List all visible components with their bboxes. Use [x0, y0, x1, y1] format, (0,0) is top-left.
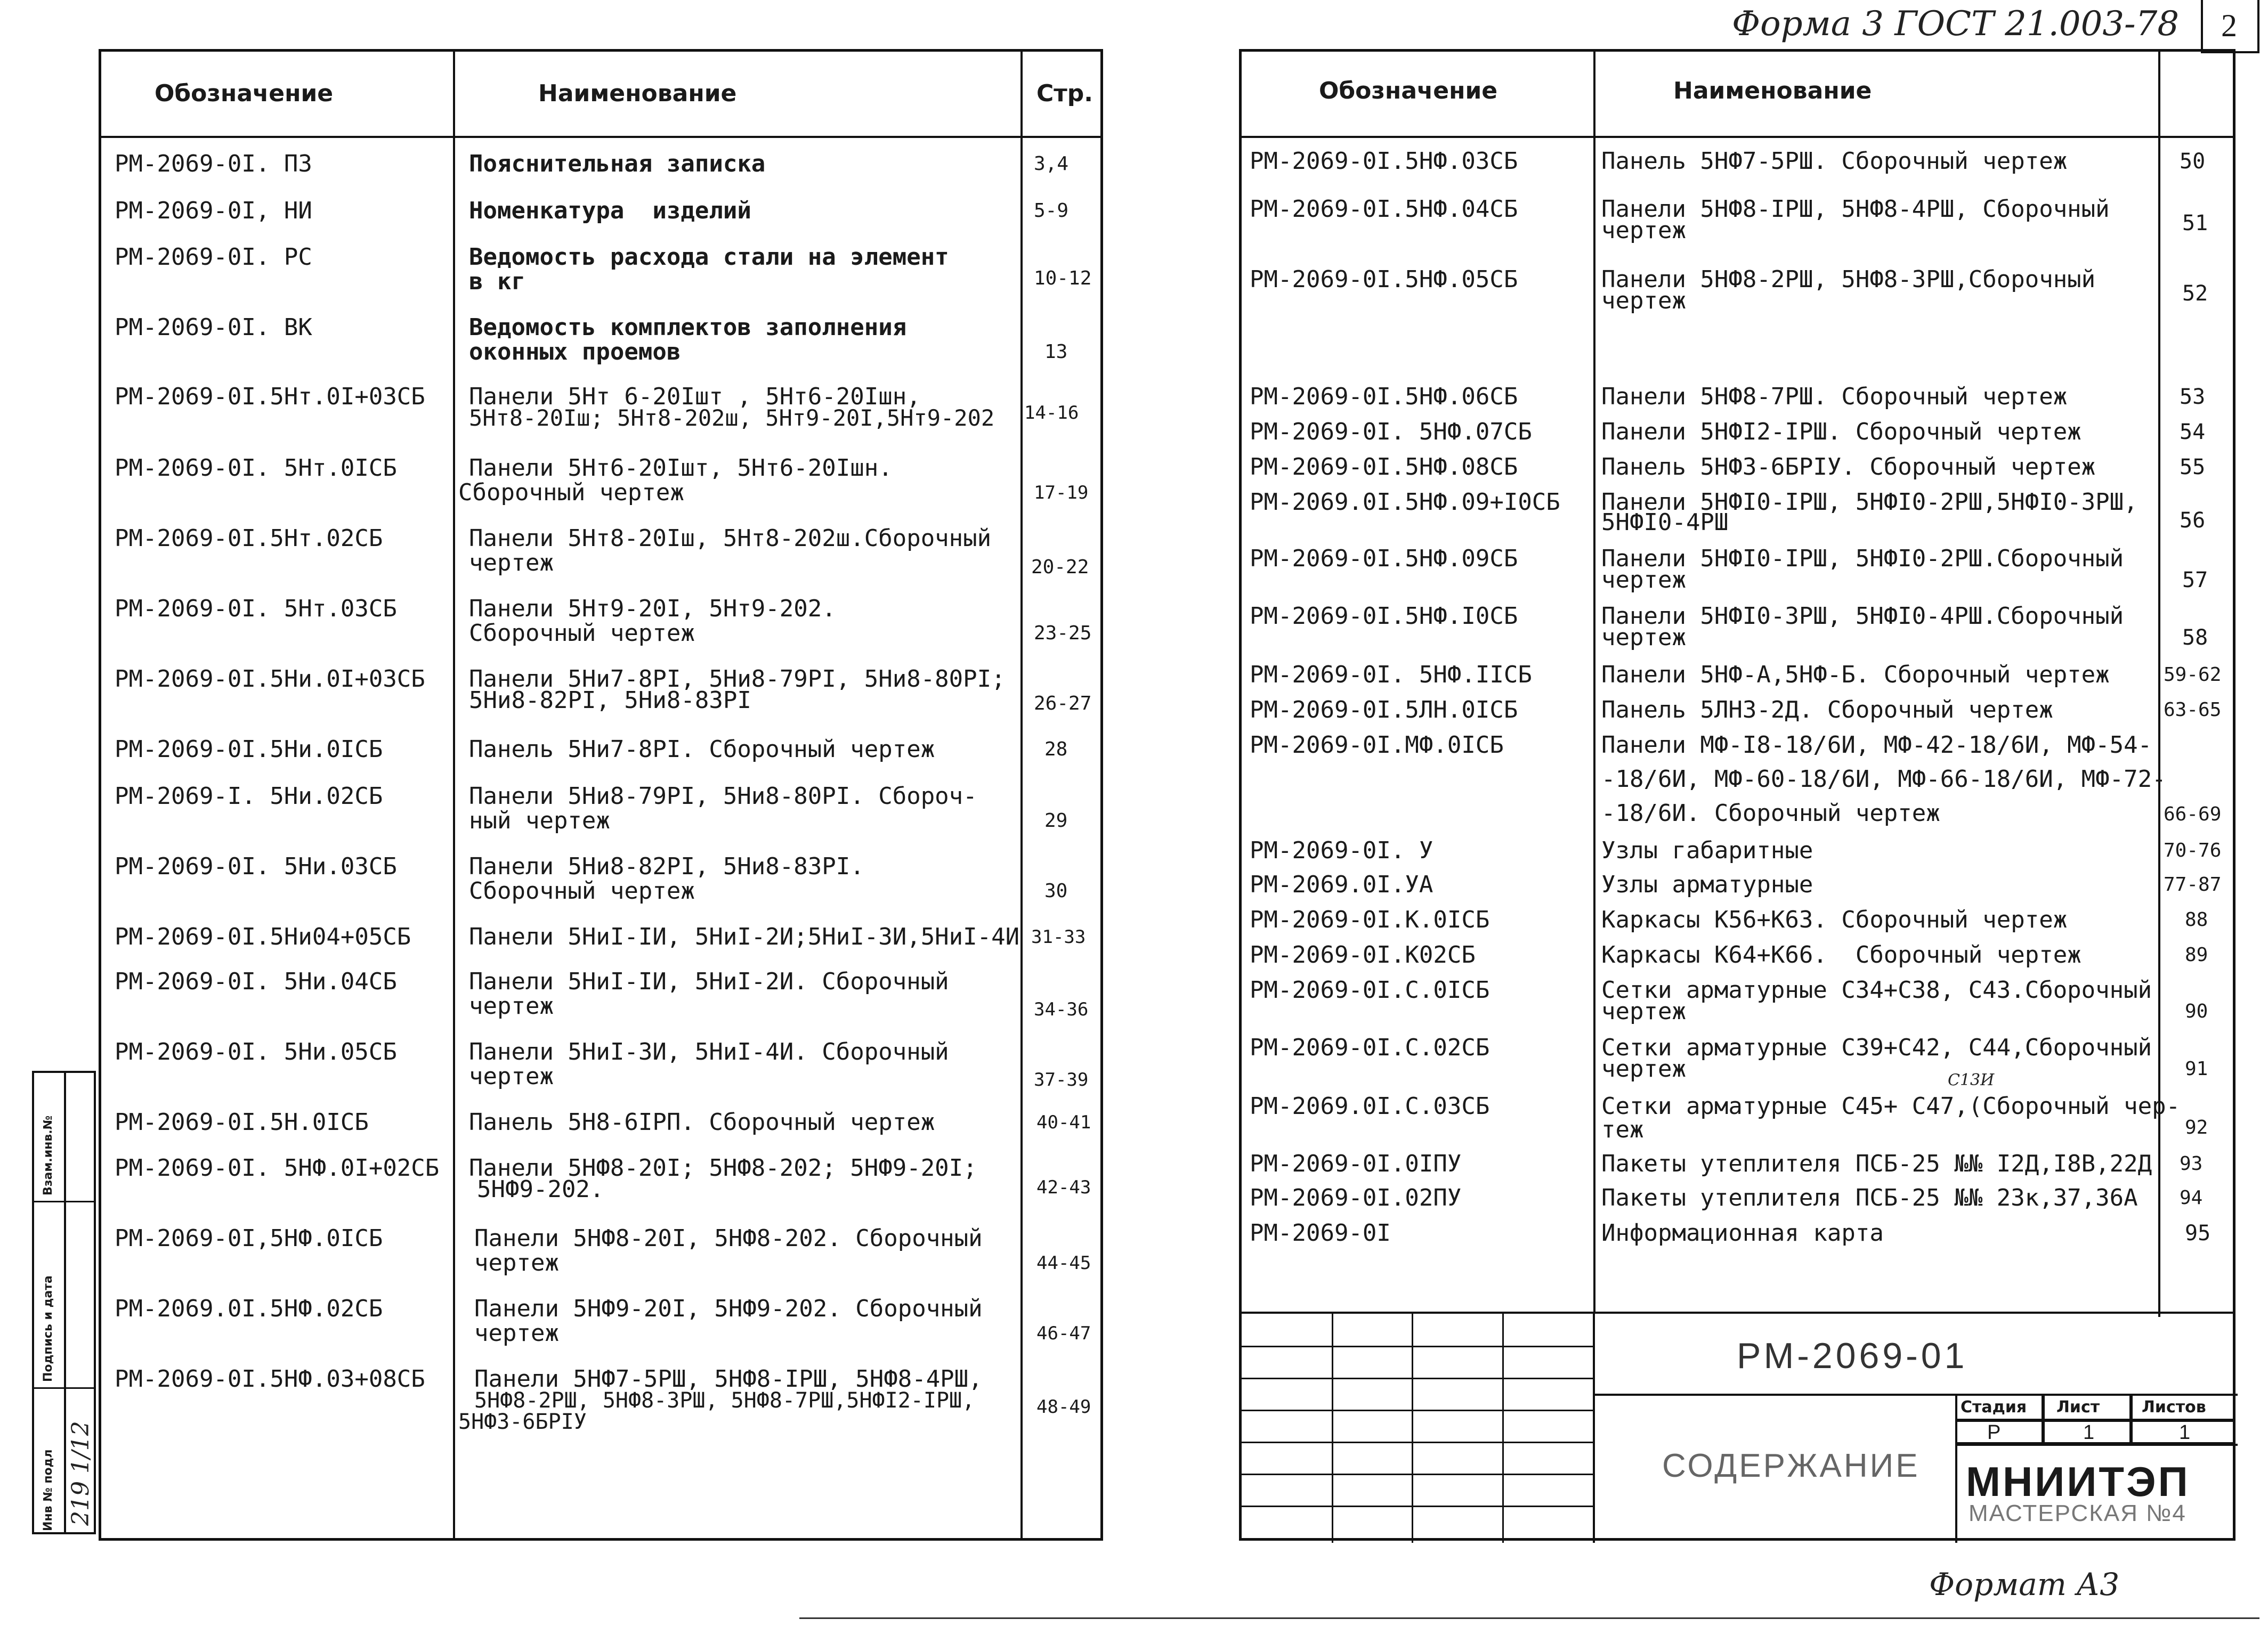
row-code: РМ-2069-0I. 5НФ.0I+02СБ [115, 1154, 440, 1182]
row-code: РМ-2069.0I.5НФ.02СБ [115, 1295, 383, 1322]
row-name: Панели 5НФ-А,5НФ-Б. Сборочный чертеж [1601, 661, 2110, 688]
row-code: РМ-2069-0I.5НФ.03+08СБ [115, 1365, 425, 1393]
row-name: Панели 5НФ9-20I, 5НФ9-202. Сборочный [474, 1295, 983, 1322]
row-code: РМ-2069-0I. 5Ни.04СБ [115, 968, 397, 995]
row-page: 77-87 [2164, 874, 2222, 896]
row-page: 55 [2180, 455, 2206, 479]
row-name: Панель 5Ни7-8РI. Сборочный чертеж [469, 736, 935, 763]
sheet-corner-number: 2 [2221, 8, 2237, 43]
row-code: РМ-2069-0I. 5Нт.03СБ [115, 595, 397, 622]
row-page: 93 [2180, 1153, 2203, 1175]
left-header-code: Обозначение [155, 80, 334, 107]
row-page: 52 [2182, 281, 2208, 306]
row-page: 48-49 [1036, 1396, 1091, 1418]
stamp-org: МНИИТЭП [1966, 1458, 2190, 1505]
stamp-stage-label: Стадия [1961, 1398, 2027, 1417]
row-code: РМ-2069-0I.5Ни04+05СБ [115, 923, 411, 950]
row-page: 66-69 [2164, 803, 2222, 825]
row-name-line2: чертеж [1601, 217, 1686, 244]
stamp-org-sub: МАСТЕРСКАЯ №4 [1969, 1500, 2186, 1526]
bottom-rule [799, 1617, 2259, 1619]
row-name-line2: ный чертеж [469, 807, 610, 834]
row-code: РМ-2069-0I.С.02СБ [1250, 1034, 1490, 1061]
row-page: 46-47 [1036, 1323, 1091, 1344]
row-name: Панели 5НФ8-IРШ, 5НФ8-4РШ, Сборочный [1601, 196, 2110, 223]
right-header-code: Обозначение [1319, 77, 1498, 104]
left-col-divider-1 [453, 49, 455, 1541]
stamp-sheet-label: Лист [2056, 1398, 2100, 1417]
row-page: 37-39 [1034, 1069, 1089, 1091]
row-code: РМ-2069-0I. ВК [115, 314, 312, 341]
row-page: 13 [1044, 341, 1068, 363]
row-code: РМ-2069-0I.5НФ.09СБ [1250, 545, 1518, 572]
row-code: РМ-2069-0I.5Нт.0I+03СБ [115, 383, 425, 410]
row-name: Панели 5НФ8-20I, 5НФ8-202. Сборочный [474, 1225, 983, 1252]
row-code: РМ-2069-0I,5НФ.0IСБ [115, 1225, 383, 1252]
row-name: Панели 5НФI0-IРШ, 5НФI0-2РШ,5НФI0-3РШ, [1601, 489, 2138, 516]
stamp-content-title: СОДЕРЖАНИЕ [1662, 1447, 1920, 1484]
row-page: 57 [2182, 568, 2208, 592]
row-name-line2: чертеж [1601, 566, 1686, 593]
row-name: Ведомость комплектов заполнения [469, 314, 907, 341]
row-code: РМ-2069-0I.5НФ.06СБ [1250, 383, 1518, 410]
row-code: РМ-2069.0I.УА [1250, 871, 1433, 898]
row-page: 20-22 [1031, 556, 1089, 578]
row-page: 70-76 [2164, 840, 2222, 861]
row-name: Панель 5ЛН3-2Д. Сборочный чертеж [1601, 696, 2053, 723]
row-code: РМ-2069-0I.5НФ.04СБ [1250, 196, 1518, 223]
row-code: РМ-2069-0I.5ЛН.0IСБ [1250, 696, 1518, 723]
row-name-line2: чертеж [1601, 287, 1686, 314]
row-code: РМ-2069-0I.5НФ.08СБ [1250, 453, 1518, 481]
stamp-signature-grid [1241, 1314, 1593, 1539]
row-name-line2: Сборочный чертеж [469, 620, 695, 647]
row-name: Сетки арматурные С39+С42, С44,Сборочный [1601, 1034, 2152, 1061]
row-code: РМ-2069-0I.5Ни.0IСБ [115, 736, 383, 763]
right-col-divider-1 [1593, 49, 1595, 1312]
row-code: РМ-2069-0I.МФ.0IСБ [1250, 731, 1504, 759]
stamp-doc-code: РМ-2069-01 [1737, 1336, 1968, 1376]
row-code: РМ-2069.0I.5НФ.09+I0СБ [1250, 489, 1560, 516]
row-name: Панели 5НиI-IИ, 5НиI-2И. Сборочный [469, 968, 949, 995]
stamp-stage-value: Р [1987, 1421, 2001, 1444]
row-page: 90 [2185, 1000, 2208, 1022]
row-name: Каркасы К64+К66. Сборочный чертеж [1601, 941, 2081, 969]
row-page: 58 [2182, 625, 2208, 650]
left-col-divider-2 [1020, 49, 1023, 1541]
row-page: 26-27 [1034, 693, 1092, 714]
row-code: РМ-2069-0I.5Ни.0I+03СБ [115, 665, 425, 693]
row-page: 34-36 [1034, 999, 1089, 1020]
row-code: РМ-2069-0I.5НФ.I0СБ [1250, 603, 1518, 630]
row-code: РМ-2069-0I.0IПУ [1250, 1150, 1462, 1177]
row-name: Панели 5Нт8-20Iш, 5Нт8-202ш.Сборочный [469, 525, 992, 552]
row-name-line2: 5НФI0-4РШ [1601, 509, 1729, 536]
row-name-line3: 5НФ3-6БРIУ [458, 1410, 587, 1434]
row-name-line2: теж [1601, 1116, 1644, 1143]
row-name: Информационная карта [1601, 1219, 1884, 1247]
row-name: Узлы габаритные [1601, 837, 1813, 864]
row-name: Каркасы К56+К63. Сборочный чертеж [1601, 906, 2068, 933]
row-name: Панель 5Н8-6IРП. Сборочный чертеж [469, 1109, 935, 1136]
stamp-sheets-label: Листов [2142, 1398, 2206, 1417]
row-code: РМ-2069-0I.5Н.0IСБ [115, 1109, 369, 1136]
row-page: 59-62 [2164, 664, 2222, 686]
row-page: 3,4 [1034, 153, 1069, 175]
form-header: Форма 3 ГОСТ 21.003-78 [1732, 4, 2180, 44]
side-label-inv: Инв № подл [42, 1449, 55, 1531]
row-page: 29 [1044, 810, 1068, 832]
row-name-line2: Сборочный чертеж [469, 877, 695, 905]
row-name: Панели 5Ни8-79РI, 5Ни8-80РI. Сбороч- [469, 783, 977, 810]
row-name-line2: чертеж [474, 1249, 559, 1276]
side-stamp [32, 1071, 96, 1534]
row-name-line2: чертеж [1601, 998, 1686, 1025]
format-note: Формат А3 [1929, 1566, 2120, 1602]
row-code: РМ-2069-0I [1250, 1219, 1391, 1247]
row-page: 44-45 [1036, 1252, 1091, 1274]
row-code: РМ-2069-0I. РС [115, 243, 312, 271]
row-name: Панели 5Ни7-8РI, 5Ни8-79РI, 5Ни8-80РI; [469, 665, 1006, 693]
row-name-line2: чертеж [469, 993, 554, 1020]
row-name: Пояснительная записка [469, 150, 766, 177]
row-name: Сетки арматурные С34+С38, С43.Сборочный [1601, 977, 2152, 1004]
row-name: Панели 5НФ8-7РШ. Сборочный чертеж [1601, 383, 2068, 410]
left-header-name: Наименование [538, 80, 737, 107]
row-code: РМ-2069-0I.К.0IСБ [1250, 906, 1490, 933]
row-page: 5-9 [1034, 200, 1069, 222]
row-code: РМ-2069-0I.02ПУ [1250, 1184, 1462, 1211]
row-name: Панели 5Нт6-20Iшт, 5Нт6-20Iшн. [469, 454, 893, 482]
right-header-name: Наименование [1673, 77, 1872, 104]
right-col-divider-2 [2158, 49, 2160, 1317]
row-name: Пакеты утеплителя ПСБ-25 №№ 23к,37,36А [1601, 1184, 2138, 1211]
row-name: Панели 5Нт9-20I, 5Нт9-202. [469, 595, 836, 622]
row-code: РМ-2069-0I. 5НФ.IIСБ [1250, 661, 1532, 688]
row-name-line2: чертеж [1601, 624, 1686, 651]
row-name-line2: в кг [469, 268, 525, 295]
row-page: 42-43 [1036, 1177, 1091, 1198]
row-name: Панели 5НиI-3И, 5НиI-4И. Сборочный [469, 1038, 949, 1065]
row-code: РМ-2069-0I. 5Ни.05СБ [115, 1038, 397, 1065]
row-name-line2: чертеж [469, 1063, 554, 1090]
row-page: 63-65 [2164, 699, 2222, 721]
row-page: 28 [1044, 738, 1068, 760]
left-header-rule [99, 136, 1103, 138]
row-page: 89 [2185, 944, 2208, 966]
row-name: Панели 5НФ8-20I; 5НФ8-202; 5НФ9-20I; [469, 1154, 977, 1182]
row-page: 10-12 [1034, 267, 1092, 289]
row-code: РМ-2069-I. 5Ни.02СБ [115, 783, 383, 810]
row-name-line2: 5НФ8-2РШ, 5НФ8-3РШ, 5НФ8-7РШ,5НФI2-IРШ, [474, 1388, 975, 1413]
row-name-line3: -18/6И. Сборочный чертеж [1601, 800, 1940, 827]
row-code: РМ-2069-0I. ПЗ [115, 150, 312, 177]
row-code: РМ-2069-0I. У [1250, 837, 1433, 864]
row-code: РМ-2069-0I. 5НФ.07СБ [1250, 418, 1532, 445]
row-page: 31-33 [1031, 926, 1086, 948]
row-name: Панель 5НФ7-5РШ. Сборочный чертеж [1601, 148, 2068, 175]
row-name: Панели 5НФ8-2РШ, 5НФ8-3РШ,Сборочный [1601, 266, 2096, 293]
stamp-sheets-value: 1 [2179, 1421, 2191, 1444]
row-name-line2: 5НФ9-202. [477, 1176, 604, 1203]
row-name-line2: чертеж [474, 1320, 559, 1347]
row-name-line2: чертеж [469, 549, 554, 576]
row-page: 88 [2185, 909, 2208, 931]
row-page: 95 [2185, 1221, 2211, 1246]
row-name: Ведомость расхода стали на элемент [469, 243, 949, 271]
row-code: РМ-2069-0I.5НФ.05СБ [1250, 266, 1518, 293]
row-name: Пакеты утеплителя ПСБ-25 №№ I2Д,I8В,22Д [1601, 1150, 2152, 1177]
side-label-replace: Взам.инв.№ [42, 1115, 55, 1195]
row-page: 53 [2180, 385, 2206, 409]
row-name: Панели 5НиI-IИ, 5НиI-2И;5НиI-3И,5НиI-4И [469, 923, 1020, 950]
row-name-line2: 5Нт8-20Iш; 5Нт8-202ш, 5Нт9-20I,5Нт9-202 [469, 405, 995, 431]
row-code: РМ-2069.0I.С.03СБ [1250, 1093, 1490, 1120]
row-name: Панели 5Нт 6-20Iшт , 5Нт6-20Iшн, [469, 383, 921, 410]
row-page: 30 [1044, 880, 1068, 902]
row-page: 92 [2185, 1117, 2208, 1138]
row-name: Панели 5НФI0-3РШ, 5НФI0-4РШ.Сборочный [1601, 603, 2124, 630]
row-name: Панель 5НФ3-6БРIУ. Сборочный чертеж [1601, 453, 2096, 481]
row-page: 54 [2180, 420, 2206, 444]
row-page: 23-25 [1034, 622, 1092, 644]
row-code: РМ-2069-0I.5Нт.02СБ [115, 525, 383, 552]
stamp-sheet-value: 1 [2083, 1421, 2095, 1444]
row-name-line2: -18/6И, МФ-60-18/6И, МФ-66-18/6И, МФ-72- [1601, 766, 2166, 793]
row-name: Панели МФ-I8-18/6И, МФ-42-18/6И, МФ-54- [1601, 731, 2152, 759]
row-page: 50 [2180, 149, 2206, 174]
row-code: РМ-2069-0I. 5Ни.03СБ [115, 853, 397, 880]
row-name: Номенкатура изделий [469, 197, 751, 224]
mf-annotation: С13И [1948, 1071, 1995, 1089]
row-page: 40-41 [1036, 1112, 1091, 1133]
row-page: 56 [2180, 508, 2206, 533]
row-name: Сетки арматурные С45+ С47,(Сборочный чер- [1601, 1093, 2181, 1120]
row-page: 51 [2182, 211, 2208, 235]
row-name-line2: оконных проемов [469, 338, 681, 365]
row-code: РМ-2069-0I, НИ [115, 197, 312, 224]
side-handwritten: 219 1/12 [67, 1421, 94, 1526]
row-code: РМ-2069-0I.К02СБ [1250, 941, 1476, 969]
row-page: 91 [2185, 1058, 2208, 1080]
title-block [1239, 1312, 2235, 1541]
row-page: 94 [2180, 1187, 2203, 1209]
side-label-sign: Подпись и дата [42, 1275, 55, 1382]
row-code: РМ-2069-0I.С.0IСБ [1250, 977, 1490, 1004]
left-header-page: Стр. [1036, 80, 1094, 107]
row-code: РМ-2069-0I.5НФ.03СБ [1250, 148, 1518, 175]
row-name-line2: Сборочный чертеж [458, 479, 684, 506]
row-name-line2: 5Ни8-82РI, 5Ни8-83РI [469, 687, 751, 714]
row-page: 14-16 [1024, 402, 1079, 424]
row-name: Панели 5НФI2-IРШ. Сборочный чертеж [1601, 418, 2081, 445]
row-name: Панели 5НФ7-5РШ, 5НФ8-IРШ, 5НФ8-4РШ, [474, 1365, 983, 1393]
row-page: 17-19 [1034, 482, 1089, 503]
row-name-line2: чертеж [1601, 1055, 1686, 1083]
row-name: Узлы арматурные [1601, 871, 1813, 898]
row-name: Панели 5Ни8-82РI, 5Ни8-83РI. [469, 853, 864, 880]
row-code: РМ-2069-0I. 5Нт.0IСБ [115, 454, 397, 482]
sheet-corner-box [2201, 0, 2259, 53]
right-header-rule [1239, 136, 2235, 138]
row-name: Панели 5НФI0-IРШ, 5НФI0-2РШ.Сборочный [1601, 545, 2124, 572]
